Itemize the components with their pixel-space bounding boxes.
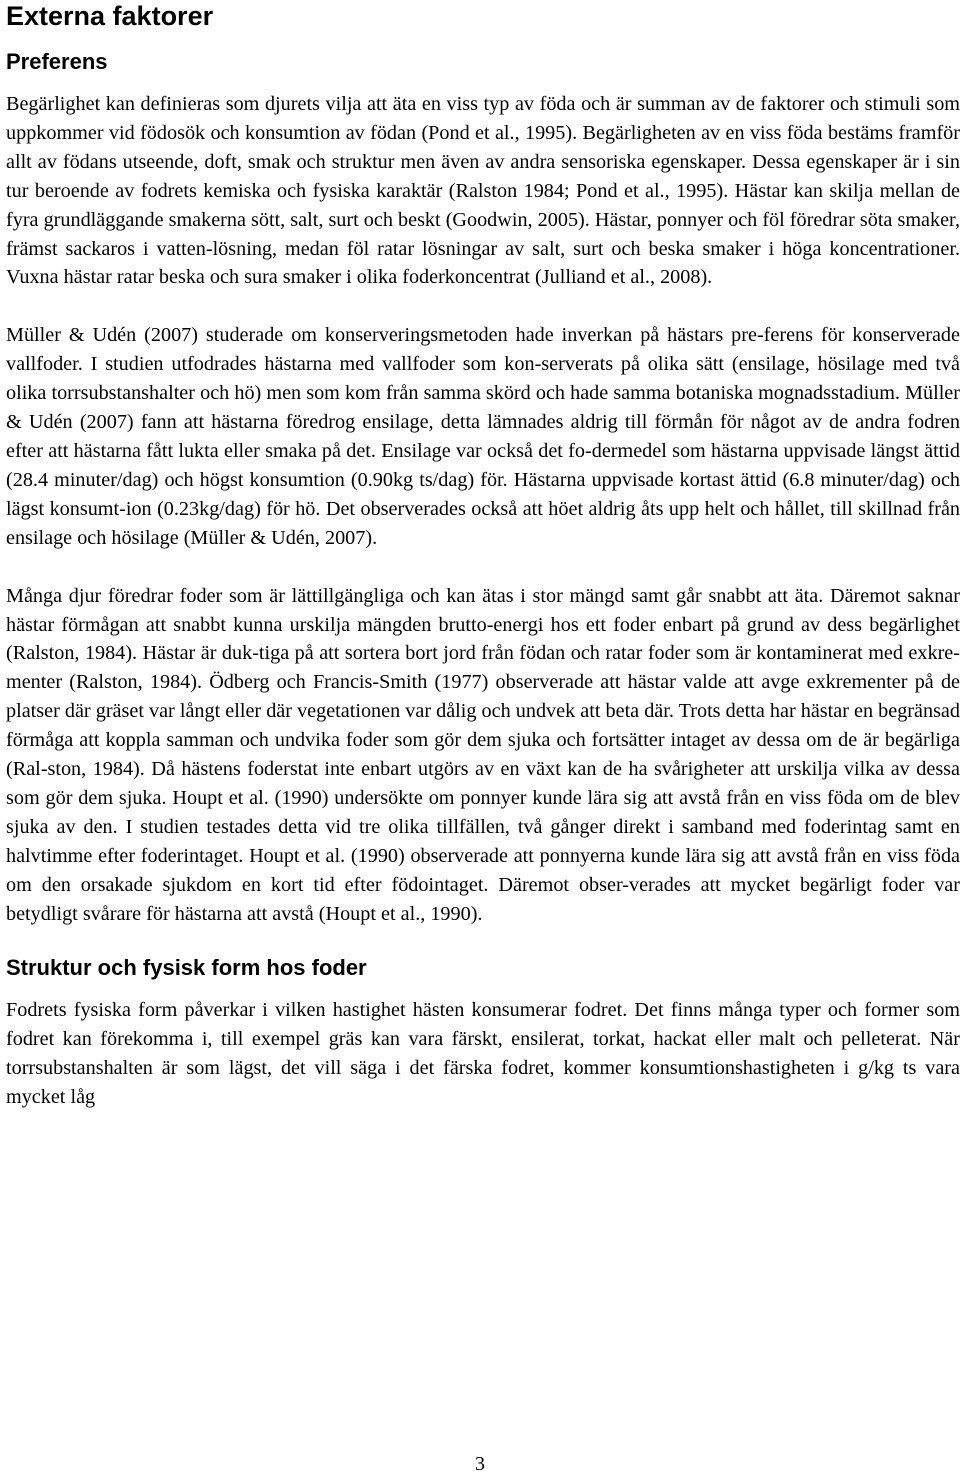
page-number: 3 — [475, 1453, 485, 1475]
paragraph-2: Müller & Udén (2007) studerade om konserveringsmetoden hade inverkan på hästars pre-ferens för konserverade vallfoder. I studien utfodrades hästarna med vallfoder som kon-serverats på olika sätt (ensilage, hösilage med två olika torrsubstanshalter och hö) men som kom från samma skörd och hade samma botaniska mognadsstadium. Müller & Udén (2007) fann att hästarna föredrog ensilage, detta lämnades aldrig till förmån för något av de andra fodren efter att hästarna fått lukta eller smaka på det. Ensilage var också det fo-dermedel som hästarna uppvisade längst ättid (28.4 minuter/dag) och högst konsumtion (0.90kg ts/dag) för. Hästarna uppvisade kortast ättid (6.8 minuter/dag) och lägst konsumt-ion (0.23kg/dag) för hö. Det observerades också att höet aldrig åts upp helt och hållet, till skillnad från ensilage och hösilage (Müller & Udén, 2007). — [6, 324, 960, 549]
document-page — [6, 0, 960, 1112]
paragraph-3: Många djur föredrar foder som är lättillgängliga och kan ätas i stor mängd samt går snabbt att äta. Däremot saknar hästar förmågan att snabbt kunna urskilja mängden brutto-energi hos ett foder enbart på grund av dess begärlighet (Ralston, 1984). Hästar är duk-tiga på att sortera bort jord från födan och ratar foder som är kontaminerat med exkre-menter (Ralston, 1984). Ödberg och Francis-Smith (1977) observerade att hästar valde att avge exkrementer på de platser där gräset var långt eller där vegetationen var dålig och undvek att beta där. Trots detta har hästar en begränsad förmåga att koppla samman och undvika foder som gör dem sjuka och fortsätter intaget av dessa om de är begärliga (Ral-ston, 1984). Då hästens foderstat inte enbart utgörs av en växt kan de ha svårigheter att urskilja vilka av dessa som gör dem sjuka. Houpt et al. (1990) undersökte om ponnyer kunde lära sig att avstå från en viss föda om de blev sjuka av den. I studien testades detta vid tre olika tillfällen, två gånger direkt i samband med foderintag samt en halvtimme efter foderintaget. Houpt et al. (1990) observerade att ponnyerna kunde lära sig att avstå från en viss föda om den orsakade sjukdom en kort tid efter födointaget. Däremot obser-verades att mycket begärligt foder var betydligt svårare för hästarna att avstå (Houpt et al., 1990). — [6, 584, 960, 925]
section-heading-preferens: Preferens — [6, 49, 108, 74]
chapter-heading: Externa faktorer — [6, 1, 214, 31]
paragraph-1: Begärlighet kan definieras som djurets vilja att äta en viss typ av föda och är summan av de faktorer och stimuli som uppkommer vid födosök och konsumtion av födan (Pond et al., 1995). Begärligheten av en viss föda bestäms framför allt av födans utseende, doft, smak och struktur men även av andra sensoriska egenskaper. Dessa egenskaper är i sin tur beroende av fodrets kemiska och fysiska karaktär (Ralston 1984; Pond et al., 1995). Hästar kan skilja mellan de fyra grundläggande smakerna sött, salt, surt och beskt (Goodwin, 2005). Hästar, ponnyer och föl föredrar söta smaker, främst sackaros i vatten-lösning, medan föl ratar lösningar av salt, surt och beska smaker i höga koncentrationer. Vuxna hästar ratar beska och sura smaker i olika foderkoncentrat (Julliand et al., 2008). — [6, 93, 960, 289]
paragraph-4: Fodrets fysiska form påverkar i vilken hastighet hästen konsumerar fodret. Det finns många typer och former som fodret kan förekomma i, till exempel gräs kan vara färskt, ensilerat, torkat, hackat eller malt och pelleterat. När torrsubstanshalten är som lägst, det vill säga i det färska fodret, kommer konsumtionshastigheten i g/kg ts vara mycket låg — [6, 999, 960, 1109]
section-heading-struktur: Struktur och fysisk form hos foder — [6, 955, 367, 981]
